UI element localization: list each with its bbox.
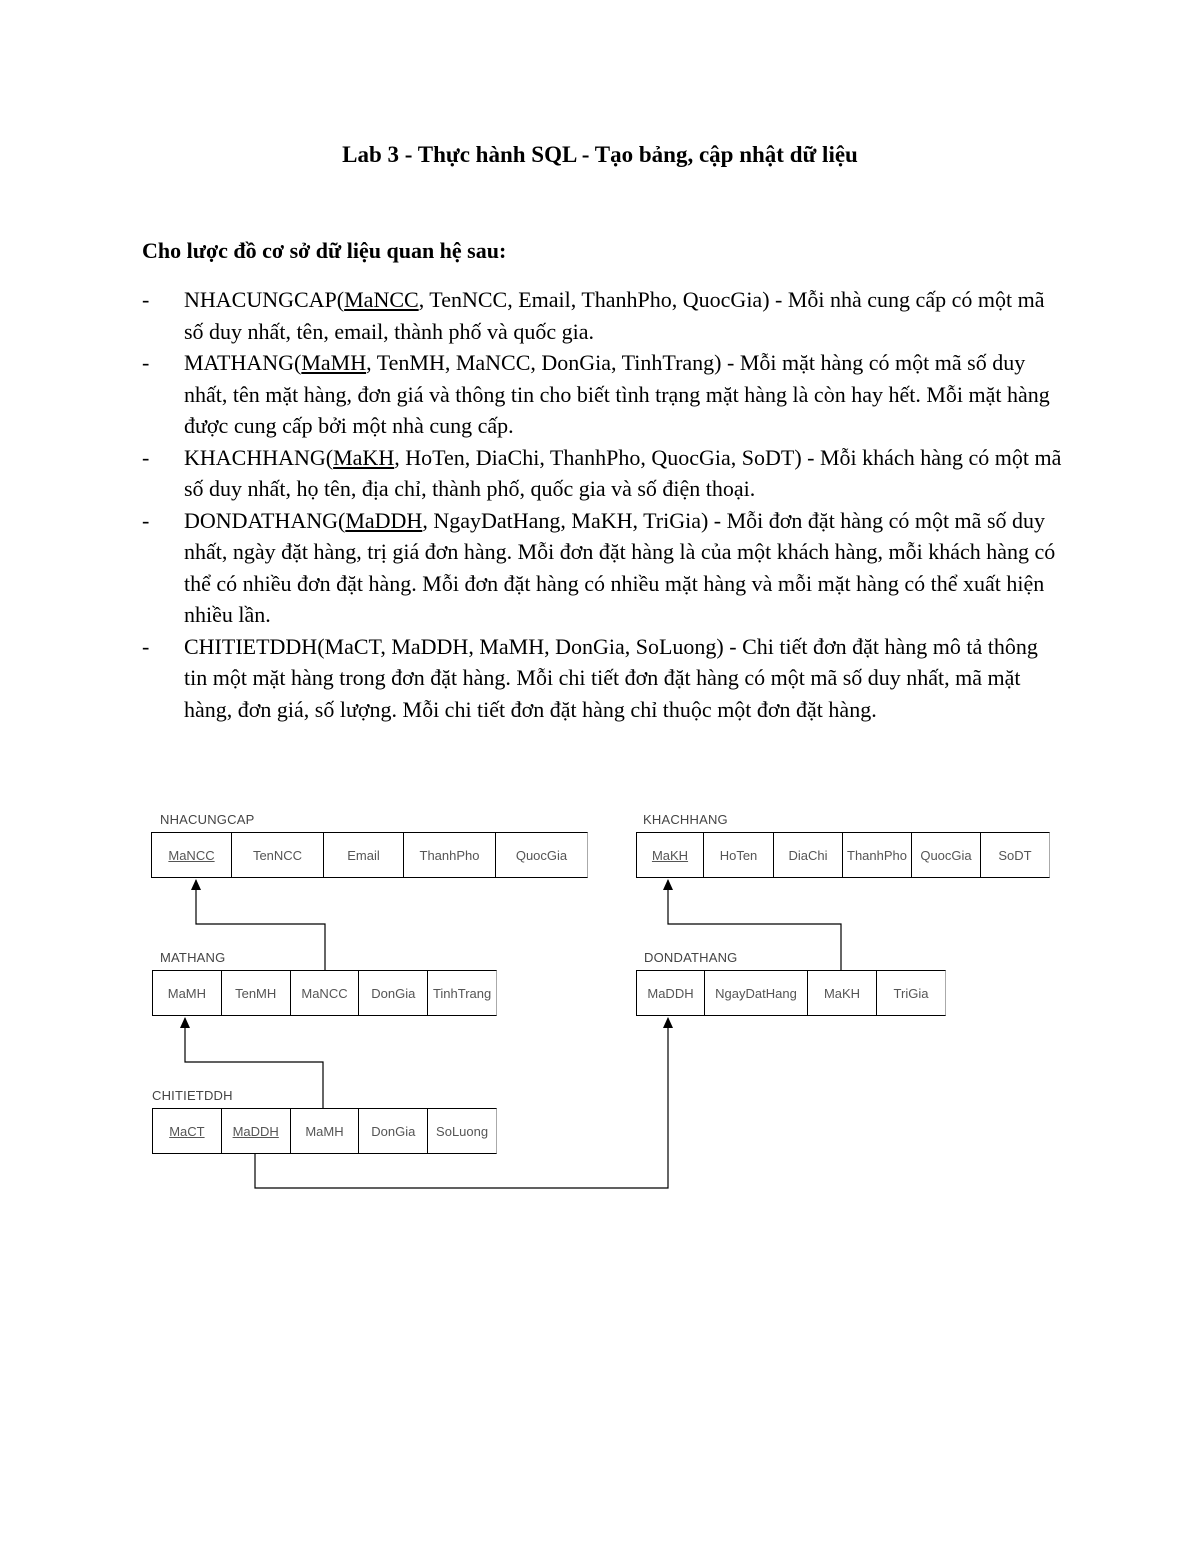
column-mamh: MaMH [291, 1109, 360, 1153]
relation-name: KHACHHANG( [184, 444, 334, 470]
bullet-dash: - [142, 287, 150, 312]
table-label-chitietddh: CHITIETDDH [152, 1088, 233, 1103]
column-diachi: DiaChi [774, 833, 843, 877]
relation-attributes: , NgayDatHang, MaKH, TriGia) [422, 507, 709, 533]
relation-name: MATHANG( [184, 350, 302, 375]
bullet-dash: - [142, 633, 150, 659]
column-tinhtrang: TinhTrang [432, 985, 492, 1001]
column-mact: MaCT [153, 1109, 222, 1153]
table-label-nhacungcap: NHACUNGCAP [160, 812, 255, 827]
column-tenmh: TenMH [222, 971, 291, 1015]
list-item [142, 505, 1062, 631]
column-mancc: MaNCC [291, 971, 360, 1015]
fk-arrow-head [663, 879, 673, 890]
relation-name: DONDATHANG( [184, 507, 346, 533]
intro-heading: Cho lược đồ cơ sở dữ liệu quan hệ sau: [142, 238, 507, 263]
relation-description: - Mỗi đơn đặt hàng có một mã số duy nhất, ngày đặt hàng, trị giá đơn hàng. Mỗi đơn đặt hàng là của một khách hàng, mỗi khách hàng có thể có nhiều đơn đặt hàng. Mỗi đơn đặt hàng có nhiều mặt hàng và mỗi mặt hàng có thể xuất hiện nhiều lần. [184, 507, 1056, 627]
column-tenncc: TenNCC [232, 833, 324, 877]
relation-name: NHACUNGCAP( [184, 287, 345, 312]
relation-name: CHITIETDDH(MaCT, MaDDH, MaMH, DonGia, SoLuong) [184, 633, 724, 659]
column-email: Email [324, 833, 404, 877]
column-dongia: DonGia [359, 1109, 428, 1153]
bullet-dash: - [142, 507, 150, 533]
column-sodt: SoDT [998, 847, 1032, 863]
relation-primary-key: MaDDH [345, 507, 423, 533]
column-trigia: TriGia [893, 985, 929, 1001]
fk-arrow-head [191, 879, 201, 890]
table-khachhang [636, 832, 1050, 878]
relation-primary-key: MaKH [333, 444, 395, 470]
relation-description: - Chi tiết đơn đặt hàng mô tả thông tin một mặt hàng trong đơn đặt hàng. Mỗi chi tiết đơn đặt hàng có một mã số duy nhất, mã mặt hàng, đơn giá, số lượng. Mỗi chi tiết đơn đặt hàng chỉ thuộc một đơn đặt hàng. [184, 633, 1038, 722]
page-title: Lab 3 - Thực hành SQL - Tạo bảng, cập nhật dữ liệu [342, 142, 858, 167]
column-mancc: MaNCC [152, 833, 232, 877]
list-item [142, 347, 1062, 442]
column-thanhpho: ThanhPho [404, 833, 496, 877]
column-makh: MaKH [808, 971, 877, 1015]
relation-attributes: , TenNCC, Email, ThanhPho, QuocGia) [418, 287, 770, 312]
column-dongia: DonGia [359, 971, 428, 1015]
table-nhacungcap [151, 832, 588, 878]
column-ngaydathang: NgayDatHang [705, 971, 808, 1015]
bullet-dash: - [142, 350, 150, 375]
bullet-dash: - [142, 444, 150, 470]
fk-arrow-head [663, 1017, 673, 1028]
relation-attributes: , HoTen, DiaChi, ThanhPho, QuocGia, SoDT) [394, 444, 802, 470]
relation-description: - Mỗi mặt hàng có một mã số duy nhất, tên mặt hàng, đơn giá và thông tin cho biết tình trạng mặt hàng là còn hay hết. Mỗi mặt hàng được cung cấp bởi một nhà cung cấp. [184, 350, 1050, 438]
fk-arrow-head [180, 1017, 190, 1028]
column-thanhpho: ThanhPho [843, 833, 912, 877]
table-label-dondathang: DONDATHANG [644, 950, 738, 965]
table-dondathang [636, 970, 946, 1016]
column-quocgia: QuocGia [912, 833, 981, 877]
table-chitietddh [152, 1108, 497, 1154]
list-item [142, 631, 1062, 726]
relation-attributes: , TenMH, MaNCC, DonGia, TinhTrang) [366, 350, 722, 375]
column-maddh: MaDDH [637, 971, 705, 1015]
table-label-mathang: MATHANG [160, 950, 226, 965]
table-label-khachhang: KHACHHANG [643, 812, 728, 827]
relation-primary-key: MaMH [301, 350, 367, 375]
relation-description: - Mỗi nhà cung cấp có một mã số duy nhất, tên, email, thành phố và quốc gia. [184, 287, 1045, 344]
table-mathang [152, 970, 497, 1016]
column-quocgia: QuocGia [515, 847, 568, 863]
column-soluong: SoLuong [436, 1123, 489, 1139]
list-item [142, 442, 1062, 505]
column-hoten: HoTen [704, 833, 774, 877]
relation-primary-key: MaNCC [344, 287, 419, 312]
fk-connector-chitietddh-dondathang [255, 1018, 668, 1188]
column-maddh: MaDDH [222, 1109, 291, 1153]
relation-list [142, 284, 1062, 725]
list-item [142, 284, 1062, 347]
relation-description: - Mỗi khách hàng có một mã số duy nhất, họ tên, địa chỉ, thành phố, quốc gia và số điện thoại. [184, 444, 1062, 501]
column-mamh: MaMH [153, 971, 222, 1015]
column-makh: MaKH [637, 833, 704, 877]
